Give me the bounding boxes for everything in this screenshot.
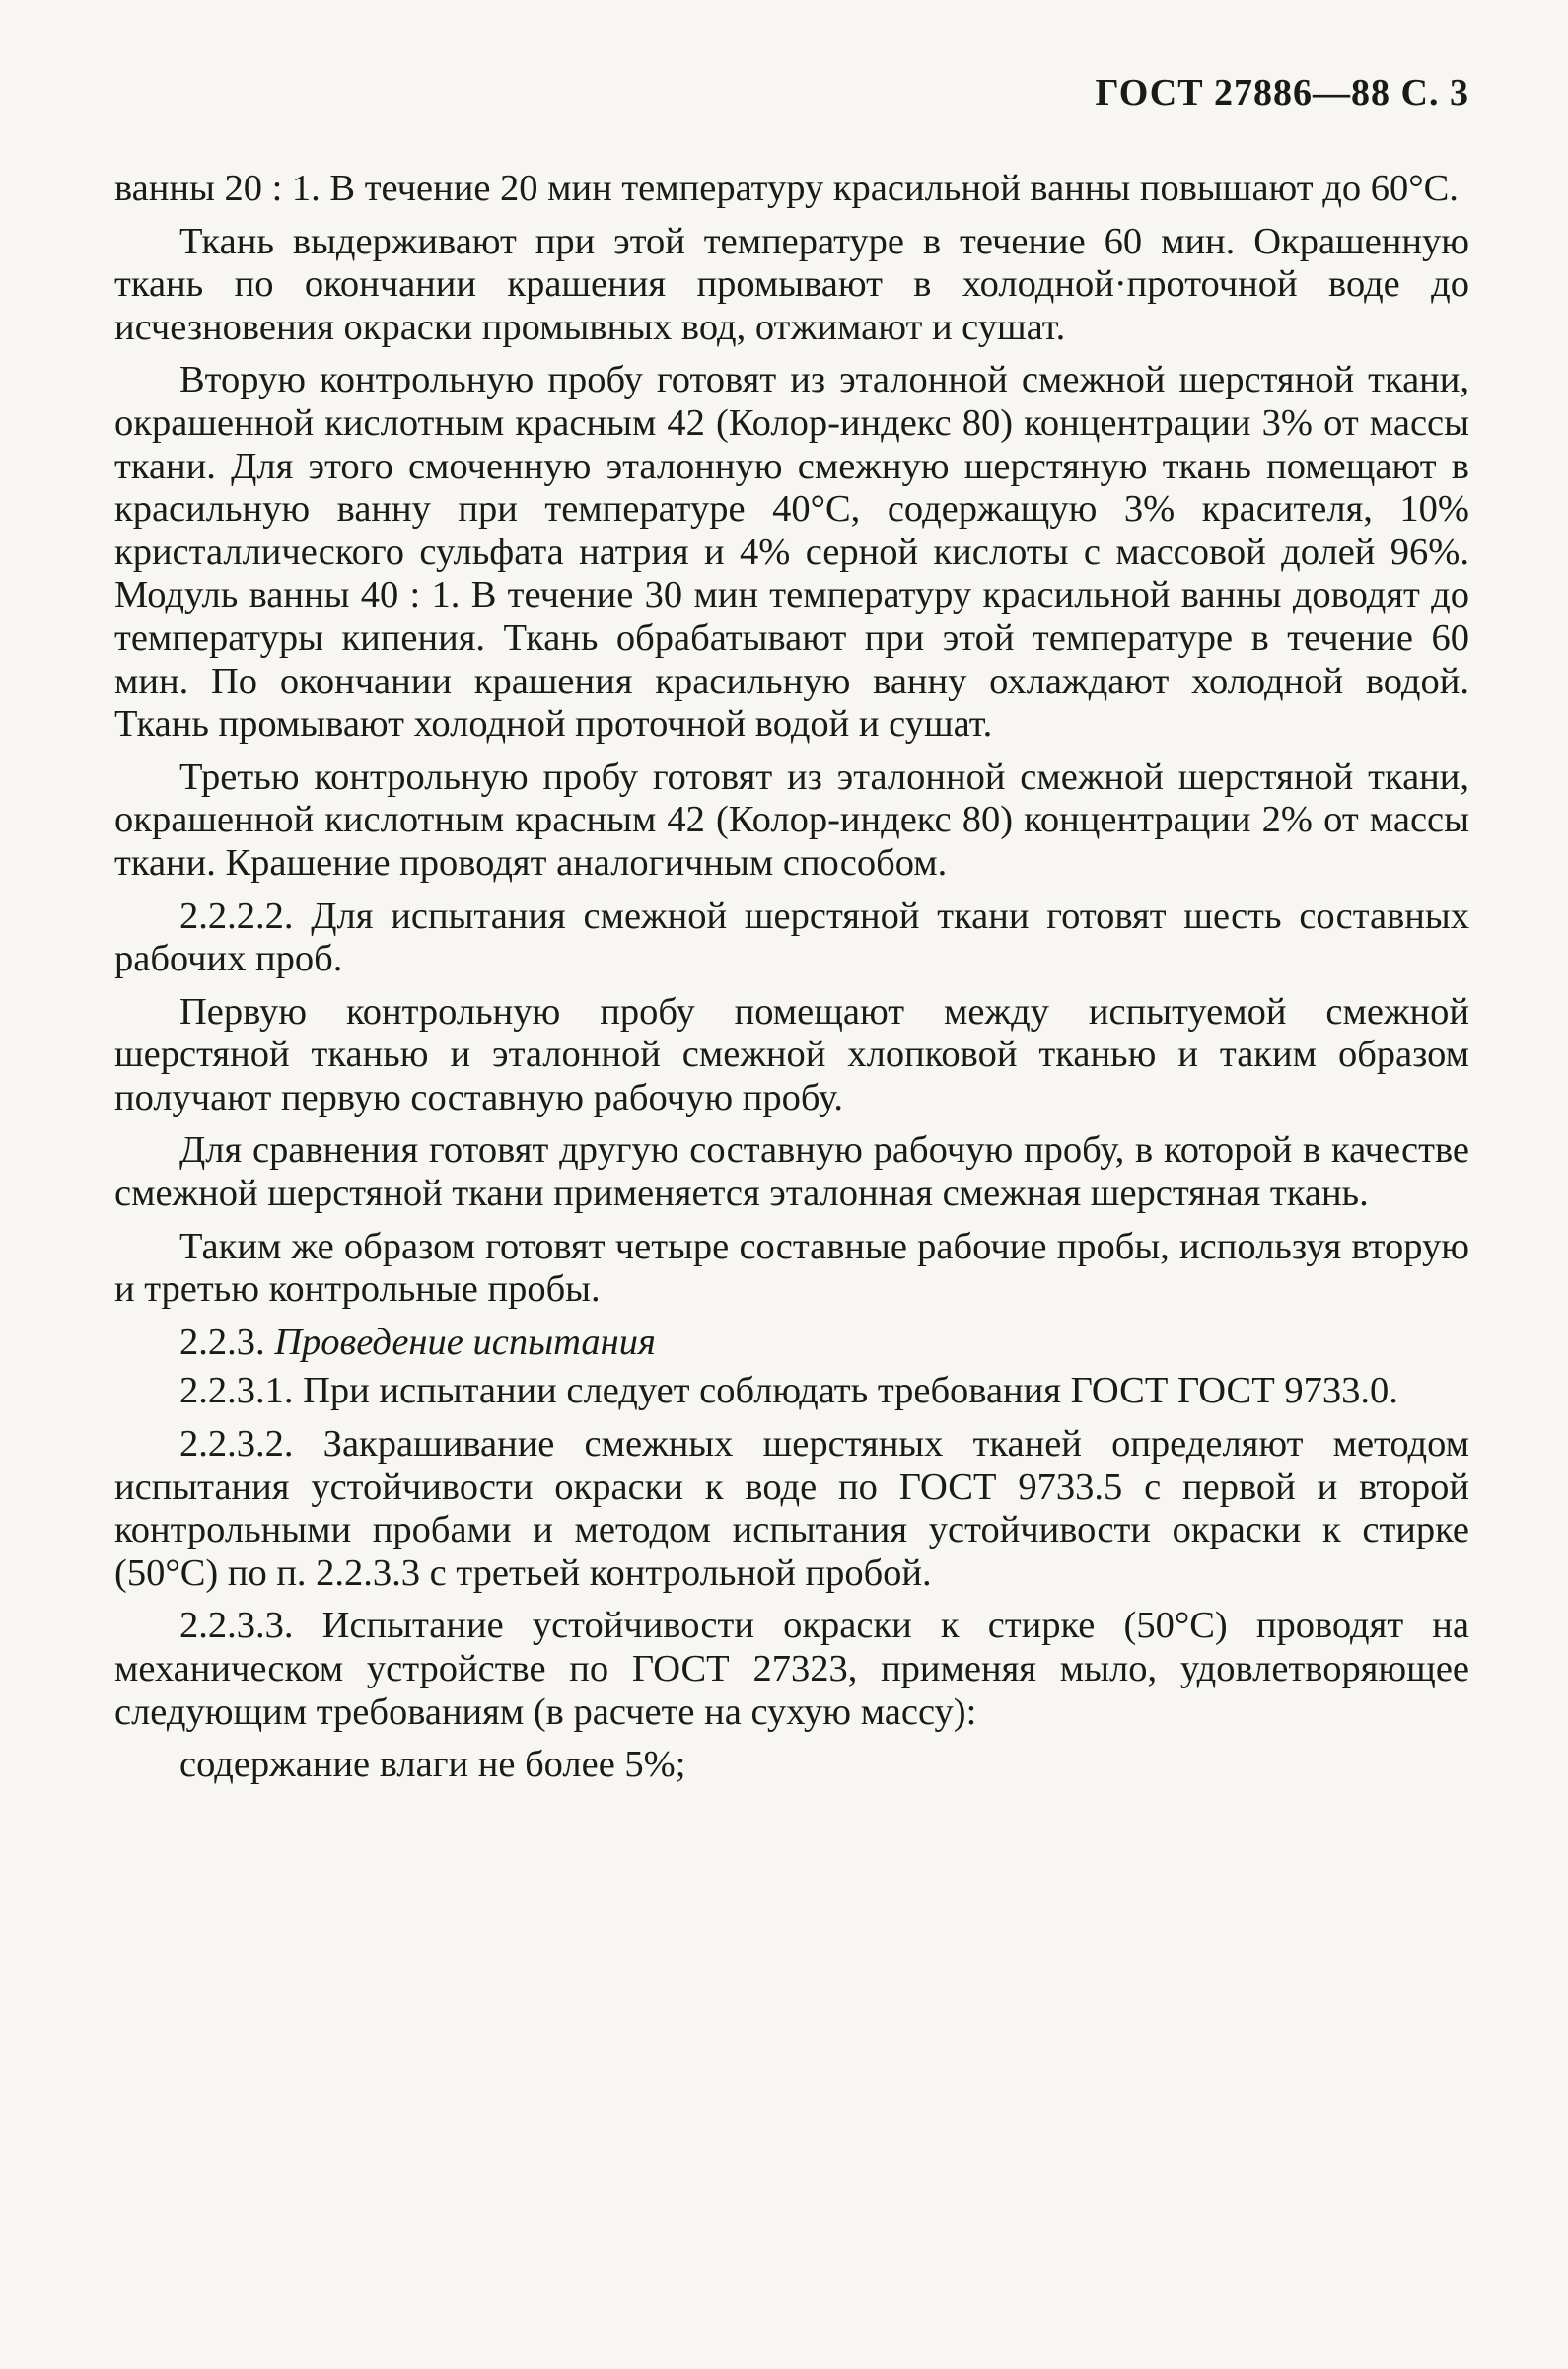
document-body	[114, 168, 1469, 1797]
running-header: ГОСТ 27886—88 С. 3	[1095, 72, 1469, 113]
paragraph: 2.2.3.2. Закрашивание смежных шерстяных тканей определяют методом испытания устойчивости окраски к воде по ГОСТ 9733.5 с первой и второй контрольными пробами и методом испытания устойчивости окраски к стирке (50°С) по п. 2.2.3.3 с третьей контрольной пробой.	[114, 1423, 1469, 1594]
paragraph: 2.2.2.2. Для испытания смежной шерстяной ткани готовят шесть составных рабочих проб.	[114, 895, 1469, 980]
section-title: Проведение испытания	[274, 1321, 656, 1363]
paragraph: 2.2.3.1. При испытании следует соблюдать требования ГОСТ ГОСТ 9733.0.	[179, 1370, 1398, 1412]
paragraph: 2.2.3.3. Испытание устойчивости окраски к стирке (50°С) проводят на механическом устройстве по ГОСТ 27323, применяя мыло, удовлетворяющее следующим требованиям (в расчете на сухую массу):	[114, 1605, 1469, 1733]
paragraph: Для сравнения готовят другую составную рабочую пробу, в которой в качестве смежной шерстяной ткани применяется эталонная смежная шерстяная ткань.	[114, 1129, 1469, 1215]
paragraph: ванны 20 : 1. В течение 20 мин температуру красильной ванны повышают до 60°С.	[114, 168, 1459, 209]
paragraph: Ткань выдерживают при этой температуре в течение 60 мин. Окрашенную ткань по окончании крашения промывают в холодной·проточной воде до исчезновения окраски промывных вод, отжимают и сушат.	[114, 220, 1469, 348]
list-item: содержание влаги не более 5%;	[179, 1744, 686, 1786]
paragraph: Таким же образом готовят четыре составные рабочие пробы, используя вторую и третью контрольные пробы.	[114, 1225, 1469, 1311]
paragraph: Вторую контрольную пробу готовят из эталонной смежной шерстяной ткани, окрашенной кислотным красным 42 (Колор-индекс 80) концентрации 3% от массы ткани. Для этого смоченную эталонную смежную шерстяную ткань помещают в красильную ванну при температуре 40°С, содержащую 3% красителя, 10% кристаллического сульфата натрия и 4% серной кислоты с массовой долей 96%. Модуль ванны 40 : 1. В течение 30 мин температуру красильной ванны доводят до температуры кипения. Ткань обрабатывают при этой температуре в течение 60 мин. По окончании крашения красильную ванну охлаждают холодной водой. Ткань промывают холодной проточной водой и сушат.	[114, 359, 1469, 746]
paragraph: Третью контрольную пробу готовят из эталонной смежной шерстяной ткани, окрашенной кислотным красным 42 (Колор-индекс 80) концентрации 2% от массы ткани. Крашение проводят аналогичным способом.	[114, 755, 1469, 884]
section-number: 2.2.3.	[179, 1321, 265, 1363]
section-heading	[114, 1322, 1469, 1365]
paragraph: Первую контрольную пробу помещают между испытуемой смежной шерстяной тканью и эталонной смежной хлопковой тканью и таким образом получают первую составную рабочую пробу.	[114, 990, 1469, 1118]
